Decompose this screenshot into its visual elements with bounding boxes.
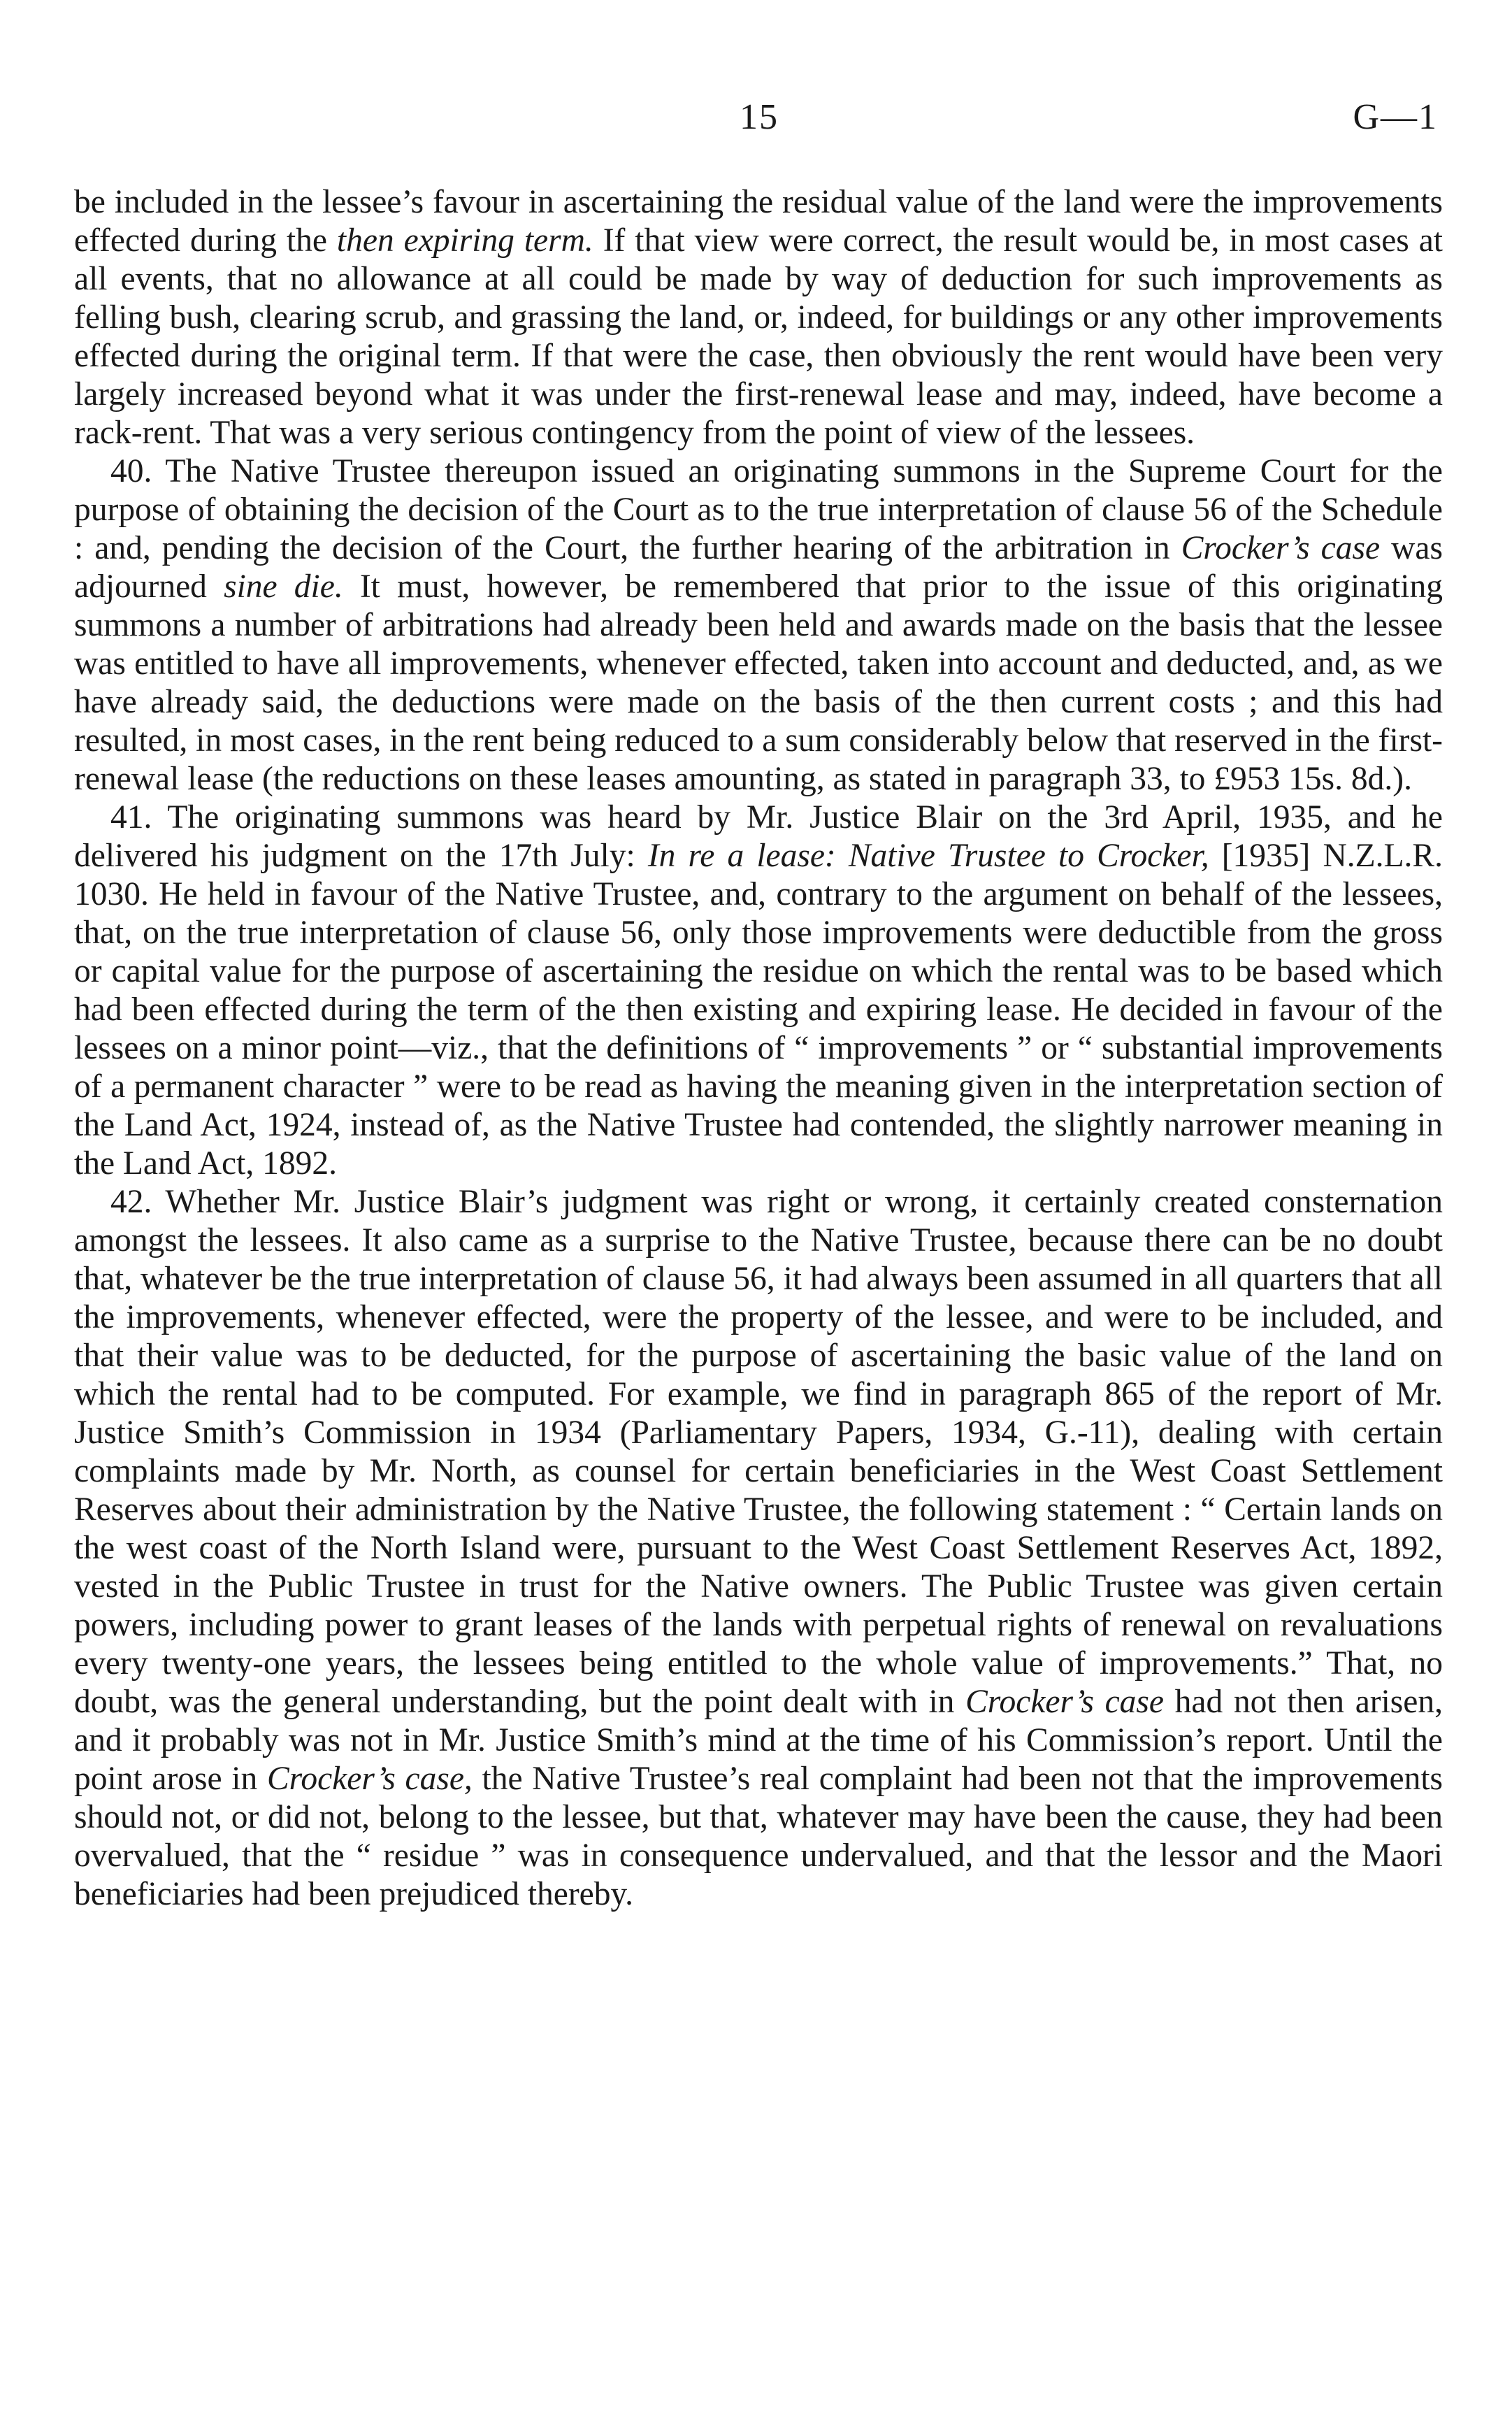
paragraph-42 xyxy=(74,1183,1443,1914)
text-segment: 41. The originating summons was heard by Mr. Justice Blair on the 3rd April, 1935, and he delivered his judgment on the 17th July: xyxy=(74,799,1443,874)
italic-text-segment: Crocker’s case xyxy=(965,1684,1164,1720)
text-segment: It must, however, be remembered that prior to the issue of this originating summons a number of arbitrations had already been held and awards made on the basis that the lessee was entitled to have all improvements, whenever effected, taken into account and deducted, and, as we have already said, the deductions were made on the basis of the then current costs ; and this had resulted, in most cases, in the rent being reduced to a sum considerably below that reserved in the first-renewal lease (the reductions on these leases amounting, as stated in paragraph 33, to £953 15s. 8d.). xyxy=(74,568,1443,797)
text-segment: If that view were correct, the result would be, in most cases at all events, that no allowance at all could be made by way of deduction for such improvements as felling bush, clearing scrub, and grassing the land, or, indeed, for buildings or any other improvements effected during the original term. If that were the case, then obviously the rent would have been very largely increased beyond what it was under the first-renewal lease and may, indeed, have become a rack-rent. That was a very serious contingency from the point of view of the lessees. xyxy=(74,222,1443,451)
text-segment: be included in the lessee’s favour in ascertaining the residual value of the land were the improvements effected during the xyxy=(74,184,1443,259)
paragraph-40 xyxy=(74,452,1443,798)
text-segment: had not then arisen, and it probably was not in Mr. Justice Smith’s mind at the time of his Commission’s report. Until the point arose in xyxy=(74,1684,1443,1797)
italic-text-segment: In re a lease: Native Trustee to Crocker, xyxy=(647,838,1209,874)
text-segment: [1935] N.Z.L.R. 1030. He held in favour of the Native Trustee, and, contrary to the argument on behalf of the lessees, that, on the true interpretation of clause 56, only those improvements were deductible from the gross or capital value for the purpose of ascertaining the residue on which the rental was to be based which had been effected during the term of the then existing and expiring lease. He decided in favour of the lessees on a minor point—viz., that the definitions of “ improvements ” or “ substantial improvements of a permanent character ” were to be read as having the meaning given in the interpretation section of the Land Act, 1924, instead of, as the Native Trustee had contended, the slightly narrower meaning in the Land Act, 1892. xyxy=(74,838,1443,1182)
italic-text-segment: sine die. xyxy=(224,568,343,605)
italic-text-segment: Crocker’s case, xyxy=(266,1761,473,1797)
paragraph-41 xyxy=(74,798,1443,1183)
body-text xyxy=(74,183,1443,1914)
page-number: 15 xyxy=(740,97,779,137)
text-segment: 40. The Native Trustee thereupon issued an originating summons in the Supreme Court for the purpose of obtaining the decision of the Court as to the true interpretation of clause 56 of the Schedule : and, pending the decision of the Court, the further hearing of the arbitration in xyxy=(74,453,1443,566)
document-reference: G—1 xyxy=(1353,97,1438,137)
italic-text-segment: then expiring term. xyxy=(336,222,593,259)
italic-text-segment: Crocker’s case xyxy=(1181,530,1381,566)
text-segment: was adjourned xyxy=(74,530,1443,605)
text-segment: 42. Whether Mr. Justice Blair’s judgment was right or wrong, it certainly created consternation amongst the lessees. It also came as a surprise to the Native Trustee, because there can be no doubt that, whatever be the true interpretation of clause 56, it had always been assumed in all quarters that all the improvements, whenever effected, were the property of the lessee, and were to be included, and that their value was to be deducted, for the purpose of ascertaining the basic value of the land on which the rental had to be computed. For example, we find in paragraph 865 of the report of Mr. Justice Smith’s Commission in 1934 (Parliamentary Papers, 1934, G.-11), dealing with certain complaints made by Mr. North, as counsel for certain beneficiaries in the West Coast Settlement Reserves about their administration by the Native Trustee, the following statement : “ Certain lands on the west coast of the North Island were, pursuant to the West Coast Settlement Reserves Act, 1892, vested in the Public Trustee in trust for the Native owners. The Public Trustee was given certain powers, including power to grant leases of the lands with perpetual rights of renewal on revaluations every twenty-one years, the lessees being entitled to the whole value of improvements.” That, no doubt, was the general understanding, but the point dealt with in xyxy=(74,1184,1443,1720)
paragraph-continuation xyxy=(74,183,1443,452)
text-segment: the Native Trustee’s real complaint had been not that the improvements should not, or did not, belong to the lessee, but that, whatever may have been the cause, they had been overvalued, that the “ residue ” was in consequence undervalued, and that the lessor and the Maori beneficiaries had been prejudiced thereby. xyxy=(74,1761,1443,1912)
